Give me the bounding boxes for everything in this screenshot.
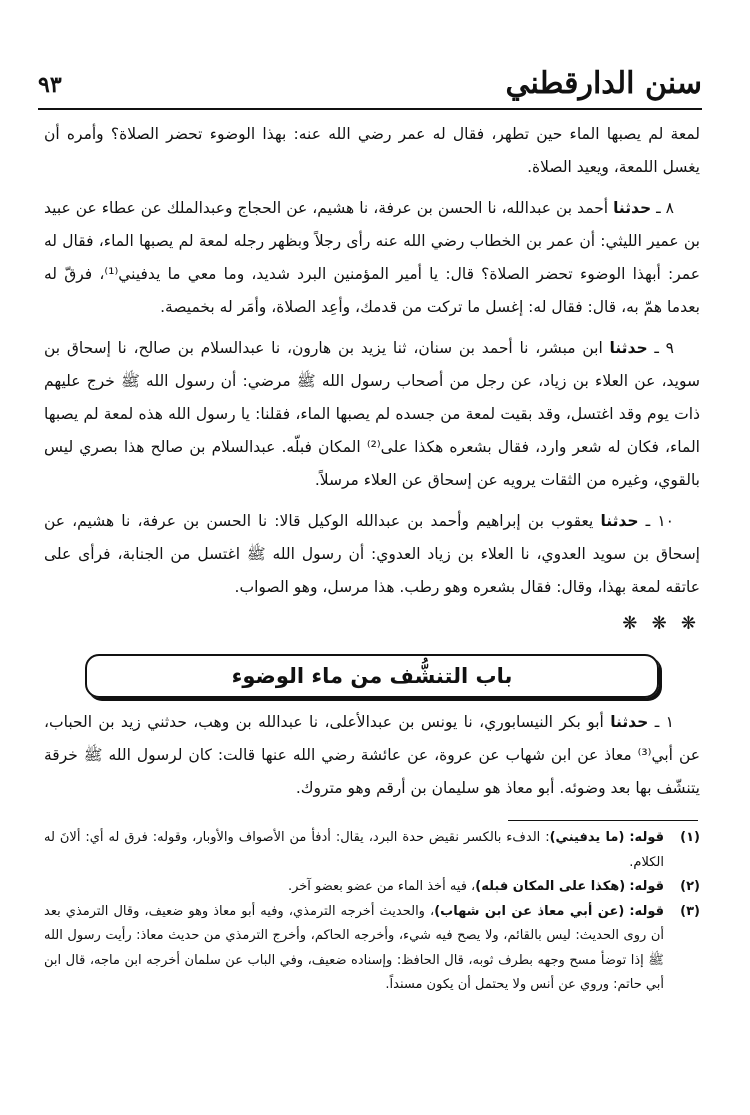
book-title: سنن الدارقطني: [505, 66, 702, 101]
footnote-explanation: ، والحديث أخرجه الترمذي، وفيه أبو معاذ وهو ضعيف، وقال الترمذي بعد أن روى الحديث: ليس بالقائم، ولا يصح فيه شيء، وأخرجه الحاكم، وأخرج الترمذي من حديث معاذ: رأيت رسول الله ﷺ إذا توضأ مسح وجهه بطرف ثوبه، قال الحافظ: وإسناده ضعيف، وفي الباب عن سلمان أخرجه ابن ماجه، قال ابن أبي حاتم: وروي عن أنس ولا يحتمل أن يكون مسنداً.: [44, 903, 664, 992]
footnote-quote: (هكذا على المكان فبله): [475, 879, 626, 894]
footnote-text: [44, 875, 664, 900]
footnote-number: (٢): [680, 879, 700, 894]
hadith-paragraph-8: [44, 192, 700, 324]
footnote-quote: (ما يدفيني): [549, 830, 625, 845]
hadith-number: ٩ ـ: [647, 339, 674, 357]
page-number: ٩٣: [38, 72, 62, 98]
hadith-paragraph-chapter-1: [44, 706, 700, 805]
paragraph-body: أحمد بن عبدالله، نا الحسن بن عرفة، نا هشيم، عن الحجاج وعبدالملك عن عطاء عن عبيد بن عمير الليثي: أن عمر بن الخطاب رضي الله عنه رأى رجلاً وبظهر رجله لمعة لم يصبها الماء، فقال له عمر: أبهذا الوضوء تحضر الصلاة؟ قال: يا أمير المؤمنين البرد شديد، وما معي ما يدفيني⁽¹⁾، فرقّ له بعدما همّ به، قال: فقال له: إغسل ما تركت من قدمك، وأعِد الصلاة، وأمَر له بخميصة.: [44, 199, 700, 316]
footnote-divider: [508, 820, 698, 821]
footnote-text: [44, 826, 664, 875]
main-text: [44, 118, 700, 813]
footnote-1: [44, 826, 700, 875]
chapter-heading-wrap: [44, 654, 700, 698]
hadith-lead-word: حدثنا: [609, 339, 648, 357]
footnote-3: [44, 900, 700, 998]
footnote-number: (١): [680, 830, 700, 845]
hadith-number: ٨ ـ: [651, 199, 674, 217]
hadith-number: ١٠ ـ: [638, 512, 674, 530]
hadith-paragraph-9: [44, 332, 700, 497]
hadith-number: ١ ـ: [648, 713, 674, 731]
footnote-label: قوله:: [629, 903, 664, 919]
footnote-label: قوله:: [629, 879, 664, 894]
footnote-2: [44, 875, 700, 900]
hadith-lead-word: حدثنا: [600, 512, 639, 530]
footnote-text: [44, 900, 664, 998]
footnote-label: قوله:: [629, 830, 664, 845]
paragraph-body: ابن مبشر، نا أحمد بن سنان، ثنا يزيد بن هارون، نا عبدالسلام بن صالح، نا إسحاق بن سويد، عن العلاء بن زياد، عن رجل من أصحاب رسول الله ﷺ مرضي: أن رسول الله ﷺ خرج عليهم ذات يوم وقد اغتسل، وقد بقيت لمعة من جسده لم يصبها الماء، فقلنا: يا رسول الله هذه لمعة لم يصبها الماء، فكان له شعر وارد، فقال بشعره هكذا على⁽²⁾ المكان فبلّه. عبدالسلام بن صالح هذا بصري ليس بالقوي، وغيره من الثقات يرويه عن إسحاق عن العلاء مرسلاً.: [44, 339, 700, 489]
chapter-title: باب التنشُّف من ماء الوضوء: [85, 654, 659, 698]
footnote-explanation: : الدفء بالكسر نقيض حدة البرد، يقال: أدفأ من الأصواف والأوبار، وقوله: فرق له أي: ألانَ له الكلام.: [44, 830, 664, 870]
hadith-lead-word: حدثنا: [610, 713, 649, 731]
paragraph-body: أبو بكر النيسابوري، نا يونس بن عبدالأعلى، نا عبدالله بن وهب، حدثني زيد بن الحباب، عن أبي⁽³⁾ معاذ عن ابن شهاب عن عروة، عن عائشة رضي الله عنها قالت: كان لرسول الله ﷺ خرقة يتنشّف بها بعد وضوئه. أبو معاذ هو سليمان بن أرقم وهو متروك.: [44, 713, 700, 797]
section-separator: ❋ ❋ ❋: [622, 613, 700, 634]
hadith-paragraph-continued: [44, 118, 700, 184]
footnote-number: (٣): [680, 903, 700, 919]
footnote-explanation: ، فيه أخذ الماء من عضو بعضو آخر.: [287, 879, 476, 894]
paragraph-body: يعقوب بن إبراهيم وأحمد بن عبدالله الوكيل قالا: نا الحسن بن عرفة، نا هشيم، عن إسحاق بن سويد العدوي، نا العلاء بن زياد العدوي: أن رسول الله ﷺ اغتسل من الجنابة، فرأى على عاتقه لمعة بهذا، وقال: فقال بشعره وهو رطب. هذا مرسل، وهو الصواب.: [44, 512, 700, 596]
footnotes: [44, 826, 700, 998]
page-header: [38, 58, 702, 110]
hadith-lead-word: حدثنا: [613, 199, 652, 217]
hadith-paragraph-10: [44, 505, 700, 604]
paragraph-body: لمعة لم يصبها الماء حين تطهر، فقال له عمر رضي الله عنه: بهذا الوضوء تحضر الصلاة؟ وأمره أن يغسل اللمعة، ويعيد الصلاة.: [44, 125, 700, 176]
footnote-quote: (عن أبي معاذ عن ابن شهاب): [434, 903, 625, 919]
